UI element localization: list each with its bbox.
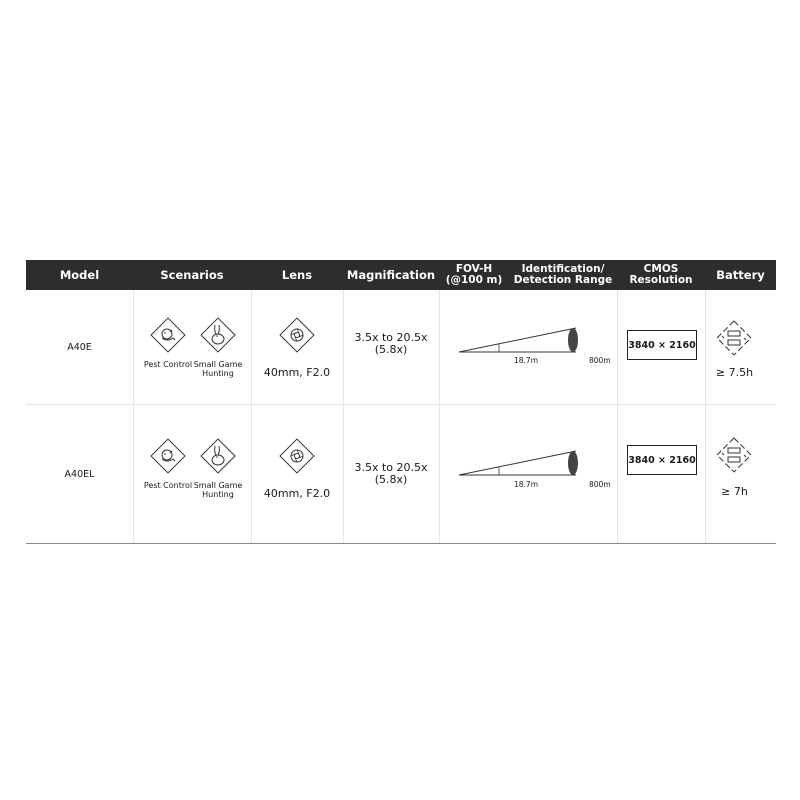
lens-cell — [251, 290, 344, 404]
header-model: Model — [59, 268, 100, 282]
fov-range-cell — [439, 405, 618, 543]
fov-value: 18.7m — [514, 480, 539, 489]
scenario-pest — [143, 316, 193, 369]
header-fov: FOV-H (@100 m) — [445, 263, 503, 286]
model-cell — [26, 405, 134, 543]
pest-control-icon — [149, 316, 187, 354]
lens-aperture-icon — [278, 316, 316, 354]
header-cmos: CMOS Resolution — [629, 263, 693, 286]
model-name: A40E — [67, 341, 92, 353]
fov-range-cell — [439, 290, 618, 404]
header-magnification: Magnification — [346, 268, 436, 282]
resolution-cell — [617, 405, 706, 543]
resolution-frame-icon — [627, 330, 697, 360]
fov-value: 18.7m — [514, 356, 539, 365]
battery-value: ≥ 7h — [721, 485, 748, 498]
resolution-value: 3840 × 2160 — [628, 339, 696, 351]
header-identification-range: Identification/ Detection Range — [513, 263, 613, 286]
magnification-value: 3.5x to 20.5x (5.8x) — [354, 461, 428, 486]
scenario-label: Small Game Hunting — [193, 360, 243, 378]
lens-block — [251, 316, 343, 379]
battery-cell — [705, 405, 776, 543]
lens-spec: 40mm, F2.0 — [263, 487, 331, 500]
scenarios-cell — [133, 290, 252, 404]
header-lens: Lens — [281, 268, 313, 282]
fov-diagram-icon — [439, 290, 617, 404]
scenario-label: Small Game Hunting — [193, 481, 243, 499]
fov-diagram-icon — [439, 405, 617, 543]
resolution-frame-icon — [627, 445, 697, 475]
model-name: A40EL — [64, 468, 95, 480]
scenarios-cell — [133, 405, 252, 543]
magnification-cell — [343, 405, 440, 543]
magnification-cell — [343, 290, 440, 404]
lens-aperture-icon — [278, 437, 316, 475]
small-game-hunting-icon — [199, 316, 237, 354]
lens-cell — [251, 405, 344, 543]
detection-range-value: 800m — [589, 356, 611, 365]
battery-swap-icon — [714, 318, 754, 358]
lens-spec: 40mm, F2.0 — [263, 366, 331, 379]
detection-range-value: 800m — [589, 480, 611, 489]
table-row — [26, 290, 776, 404]
small-game-hunting-icon — [199, 437, 237, 475]
battery-value: ≥ 7.5h — [715, 366, 754, 379]
table-row — [26, 405, 776, 543]
header-scenarios: Scenarios — [160, 268, 224, 282]
scenario-game — [193, 437, 243, 499]
pest-control-icon — [149, 437, 187, 475]
scenario-label: Pest Control — [143, 481, 193, 490]
model-cell — [26, 290, 134, 404]
scenario-pest — [143, 437, 193, 490]
lens-block — [251, 437, 343, 500]
header-battery: Battery — [716, 268, 765, 282]
resolution-cell — [617, 290, 706, 404]
table-bottom-border — [26, 543, 776, 544]
scenario-label: Pest Control — [143, 360, 193, 369]
resolution-value: 3840 × 2160 — [628, 454, 696, 466]
battery-cell — [705, 290, 776, 404]
table-header — [26, 260, 776, 290]
magnification-value: 3.5x to 20.5x (5.8x) — [354, 331, 428, 356]
battery-swap-icon — [714, 435, 754, 475]
scenario-game — [193, 316, 243, 378]
